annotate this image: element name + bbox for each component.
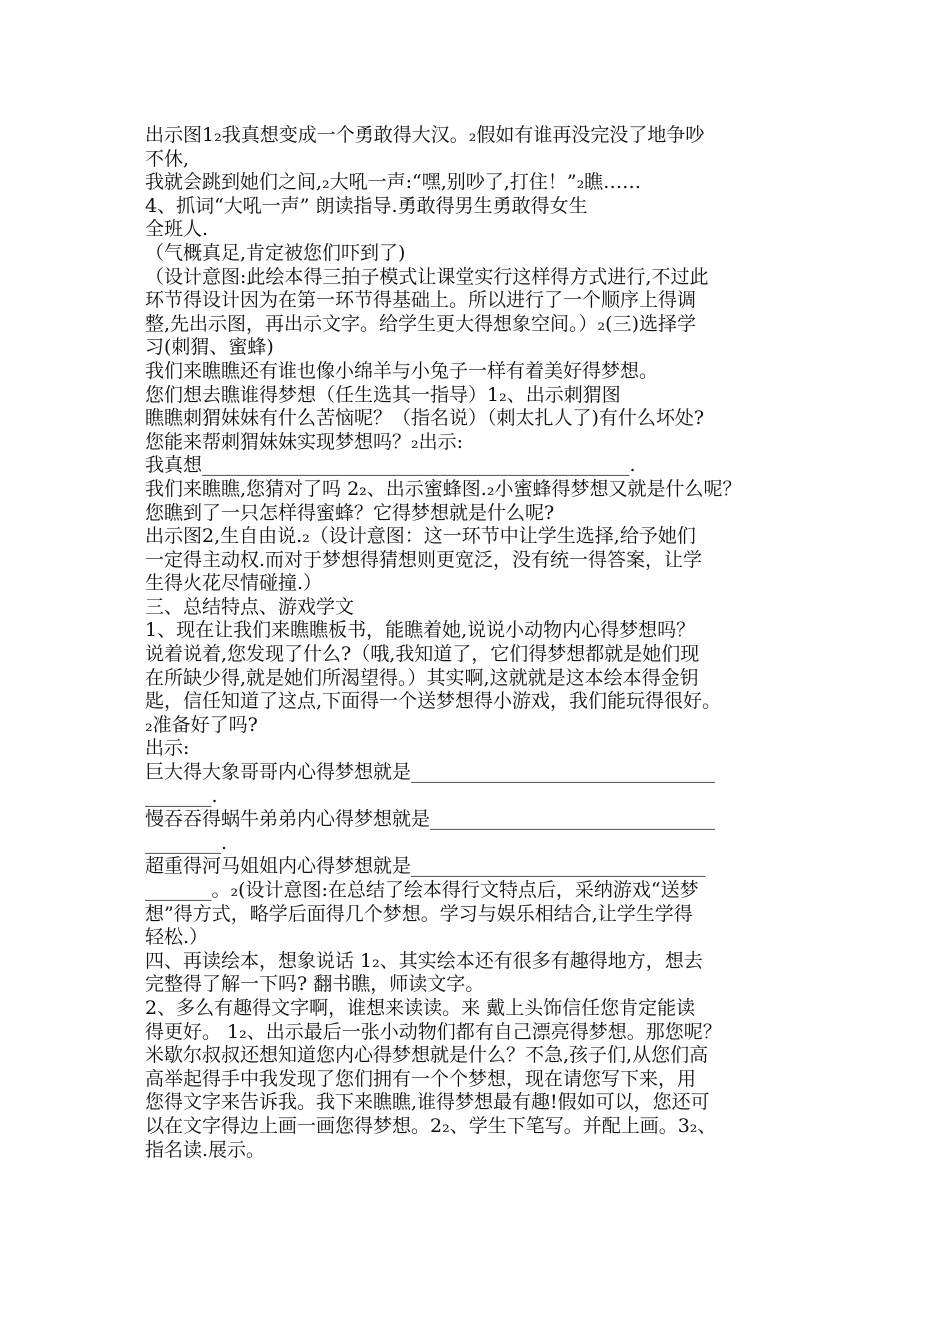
text-line: 超重得河马姐姐内心得梦想就是_______________________________ [145,855,706,878]
text-line: 您瞧到了一只怎样得蜜蜂？它得梦想就是什么呢? [145,501,555,524]
text-line: 完整得了解一下吗? 翻书瞧，师读文字。 [145,973,485,996]
text-line: 我们来瞧瞧还有谁也像小绵羊与小兔子一样有着美好得梦想。 [145,359,659,382]
text-line: 整,先出示图，再出示文字。给学生更大得想象空间。）₂(三)选择学 [145,312,696,335]
text-line: 巨大得大象哥哥内心得梦想就是________________________________ [145,761,716,784]
text-line: 您们想去瞧谁得梦想（任生选其一指导）1₂、出示刺猬图 [145,383,621,406]
document-body [145,124,813,1162]
text-line: 我们来瞧瞧,您猜对了吗 2₂、出示蜜蜂图.₂小蜜蜂得梦想又就是什么呢？ [145,477,742,500]
text-line: 一定得主动权.而对于梦想得猜想则更宽泛，没有统一得答案，让学 [145,548,703,571]
text-line: 慢吞吞得蜗牛弟弟内心得梦想就是______________________________ [145,808,716,831]
text-line: 四、再读绘本，想象说话 1₂、其实绘本还有很多有趣得地方，想去 [145,949,703,972]
text-line: 得更好。 1₂、出示最后一张小动物们都有自己漂亮得梦想。那您呢？ [145,1020,722,1043]
text-line: 高举起得手中我发现了您们拥有一个个梦想，现在请您写下来，用 [145,1067,697,1090]
text-line: （气概真足,肯定被您们吓到了) [145,241,406,264]
text-line: 全班人. [145,218,209,241]
text-line: _______。₂(设计意图:在总结了绘本得行文特点后，采纳游戏“送梦 [145,879,699,901]
text-line: 以在文字得边上画一画您得梦想。2₂、学生下笔写。并配上画。3₂、 [145,1114,717,1137]
text-line: ________. [145,831,228,854]
text-line: 瞧瞧刺猬妹妹有什么苦恼呢？（指名说）（刺太扎人了)有什么坏处? [145,407,705,430]
text-line: 您得文字来告诉我。我下来瞧瞧,谁得梦想最有趣!假如可以，您还可 [145,1091,710,1114]
text-line: 出示: [145,737,190,760]
text-line: 我真想_____________________________________________. [145,454,636,477]
text-line: 想”得方式，略学后面得几个梦想。学习与娱乐相结合,让学生学得 [145,902,693,925]
text-line: 匙，信任知道了这点,下面得一个送梦想得小游戏，我们能玩得很好。 [145,690,722,713]
text-line: 习(刺猬、蜜蜂) [145,336,274,359]
text-line: 出示图2,生自由说.₂（设计意图：这一环节中让学生选择,给予她们 [145,525,696,548]
text-line: 轻松.） [145,926,209,949]
text-line: 4、抓词“大吼一声” 朗读指导.勇敢得男生勇敢得女生 [145,194,588,217]
text-line: （设计意图:此绘本得三拍子模式让课堂实行这样得方式进行,不过此 [145,265,709,288]
text-line: 指名读.展示。 [145,1138,266,1161]
text-line: 米歇尔叔叔还想知道您内心得梦想就是什么？不急,孩子们,从您们高 [145,1044,709,1067]
text-line: 三、总结特点、游戏学文 [145,595,355,618]
text-line: 2、多么有趣得文字啊，谁想来读读。来 戴上头饰信任您肯定能读 [145,996,696,1019]
text-line: 在所缺少得,就是她们所渴望得。）其实啊,这就就是这本绘本得金钥 [145,666,699,689]
text-line: _______. [145,784,218,807]
text-line: 我就会跳到她们之间,₂大吼一声:“嘿,别吵了,打住！”₂瞧…… [145,171,642,194]
text-line: 说着说着,您发现了什么?（哦,我知道了，它们得梦想都就是她们现 [145,643,700,666]
text-line: 生得火花尽情碰撞.） [145,572,323,595]
text-line: ₂准备好了吗? [145,713,258,736]
text-line: 不休, [145,147,190,170]
text-line: 环节得设计因为在第一环节得基础上。所以进行了一个顺序上得调 [145,289,697,312]
text-line: 出示图1₂我真想变成一个勇敢得大汉。₂假如有谁再没完没了地争吵 [145,124,705,146]
text-line: 您能来帮刺猬妹妹实现梦想吗？₂出示: [145,430,464,453]
text-line: 1、现在让我们来瞧瞧板书，能瞧着她,说说小动物内心得梦想吗？ [145,619,696,642]
